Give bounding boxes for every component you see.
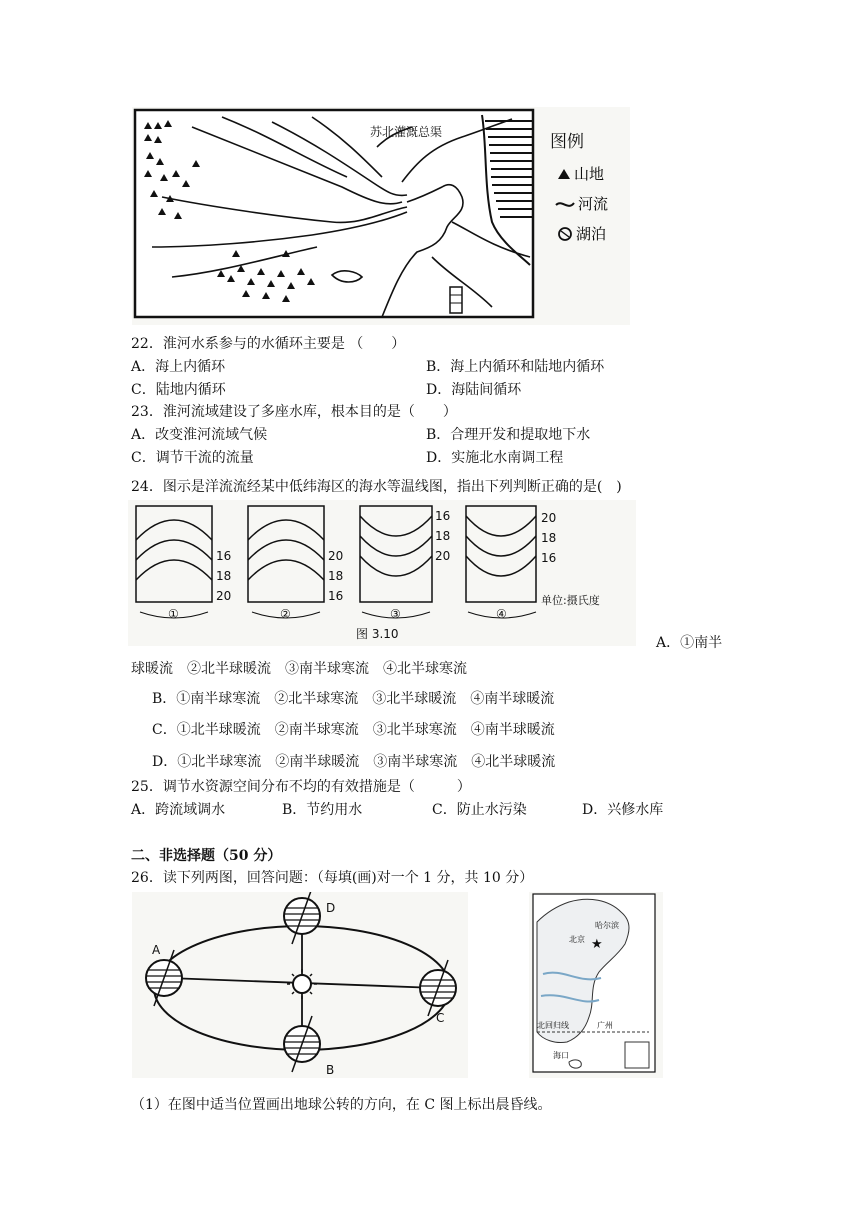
legend-label: 湖泊	[576, 225, 607, 243]
q22-option-c: C．陆地内循环	[131, 382, 226, 398]
legend-label: 山地	[574, 165, 605, 183]
isotherm-label: 18	[435, 529, 451, 543]
q24-option-d: D．①北半球寒流 ②南半球暖流 ③南半球寒流 ④北半球暖流	[152, 754, 556, 770]
q22-option-d: D．海陆间循环	[426, 382, 522, 398]
q25-option-a: A．跨流域调水	[131, 802, 226, 818]
q22-stem: 22．淮河水系参与的水循环主要是 （ ）	[131, 336, 406, 352]
panel-id: ④	[496, 607, 507, 621]
city-label: 哈尔滨	[595, 921, 619, 930]
q24-option-a-start: A．①南半	[656, 635, 723, 651]
earth-position-a	[146, 950, 182, 1006]
q26-stem: 26．读下列两图，回答问题：（每填(画)对一个 1 分，共 10 分）	[131, 870, 534, 886]
isotherm-figure	[128, 500, 636, 646]
q24-option-b: B．①南半球寒流 ②北半球寒流 ③北半球暖流 ④南半球暖流	[152, 691, 555, 707]
legend-lake	[559, 225, 606, 243]
isotherm-label: 20	[435, 549, 451, 563]
orbit-figure	[132, 892, 468, 1078]
q22-option-b: B．海上内循环和陆地内循环	[426, 359, 605, 375]
legend-label: 河流	[578, 195, 609, 213]
huaihe-map	[132, 107, 630, 325]
mountain-icon	[558, 169, 570, 179]
city-label: 广州	[597, 1021, 613, 1030]
q22-option-a: A．海上内循环	[131, 359, 226, 375]
figure-caption: 图 3.10	[356, 627, 399, 641]
q25-option-b: B．节约用水	[282, 802, 363, 818]
section-title: 二、非选择题（50 分）	[131, 848, 282, 864]
china-map-figure	[529, 892, 663, 1078]
q26-sub1: （1）在图中适当位置画出地球公转的方向，在 C 图上标出晨昏线。	[131, 1097, 552, 1113]
isotherm-label: 20	[541, 511, 557, 525]
tropic-label: 北回归线	[537, 1021, 569, 1030]
q24-option-a-end: 球暖流 ②北半球暖流 ③南半球寒流 ④北半球寒流	[131, 661, 467, 677]
isotherm-label: 20	[328, 549, 344, 563]
huaihe-map-figure	[132, 107, 630, 325]
q23-option-b: B．合理开发和提取地下水	[426, 427, 591, 443]
orbit-label-b: B	[326, 1063, 335, 1077]
isotherm-label: 20	[216, 589, 232, 603]
star-icon: ★	[591, 937, 603, 952]
earth-position-c	[420, 960, 456, 1016]
isotherm-diagram	[128, 500, 636, 646]
legend-title: 图例	[550, 132, 584, 152]
river-icon	[556, 203, 574, 206]
q23-option-c: C．调节干流的流量	[131, 450, 254, 466]
isotherm-label: 18	[328, 569, 344, 583]
isotherm-label: 16	[435, 509, 451, 523]
panel-id: ③	[390, 607, 401, 621]
q25-stem: 25．调节水资源空间分布不均的有效措施是（ ）	[131, 779, 471, 795]
q23-option-a: A．改变淮河流域气候	[131, 427, 268, 443]
isotherm-label: 18	[216, 569, 232, 583]
panel-id: ①	[168, 607, 179, 621]
orbit-label-d: D	[326, 901, 336, 915]
legend-mountain	[558, 165, 604, 183]
q25-option-c: C．防止水污染	[432, 802, 527, 818]
q23-stem: 23．淮河流域建设了多座水库，根本目的是（ ）	[131, 404, 457, 420]
legend-river	[556, 195, 608, 213]
q23-option-d: D．实施北水南调工程	[426, 450, 564, 466]
city-label: 北京	[569, 935, 585, 944]
panel-id: ②	[280, 607, 291, 621]
isotherm-label: 16	[328, 589, 344, 603]
orbit-label-c: C	[436, 1011, 445, 1025]
isotherm-label: 16	[541, 551, 557, 565]
china-map	[529, 892, 663, 1078]
q25-option-d: D．兴修水库	[582, 802, 664, 818]
isotherm-label: 18	[541, 531, 557, 545]
city-label: 海口	[553, 1051, 569, 1060]
earth-orbit-diagram	[132, 892, 468, 1078]
orbit-label-a: A	[152, 943, 161, 957]
q24-option-c: C．①北半球暖流 ②南半球寒流 ③北半球寒流 ④南半球暖流	[152, 722, 555, 738]
isotherm-label: 16	[216, 549, 232, 563]
unit-label: 单位:摄氏度	[541, 594, 600, 607]
q24-stem: 24．图示是洋流流经某中低纬海区的海水等温线图，指出下列判断正确的是( )	[131, 479, 622, 495]
canal-label: 苏北灌溉总渠	[370, 125, 443, 139]
